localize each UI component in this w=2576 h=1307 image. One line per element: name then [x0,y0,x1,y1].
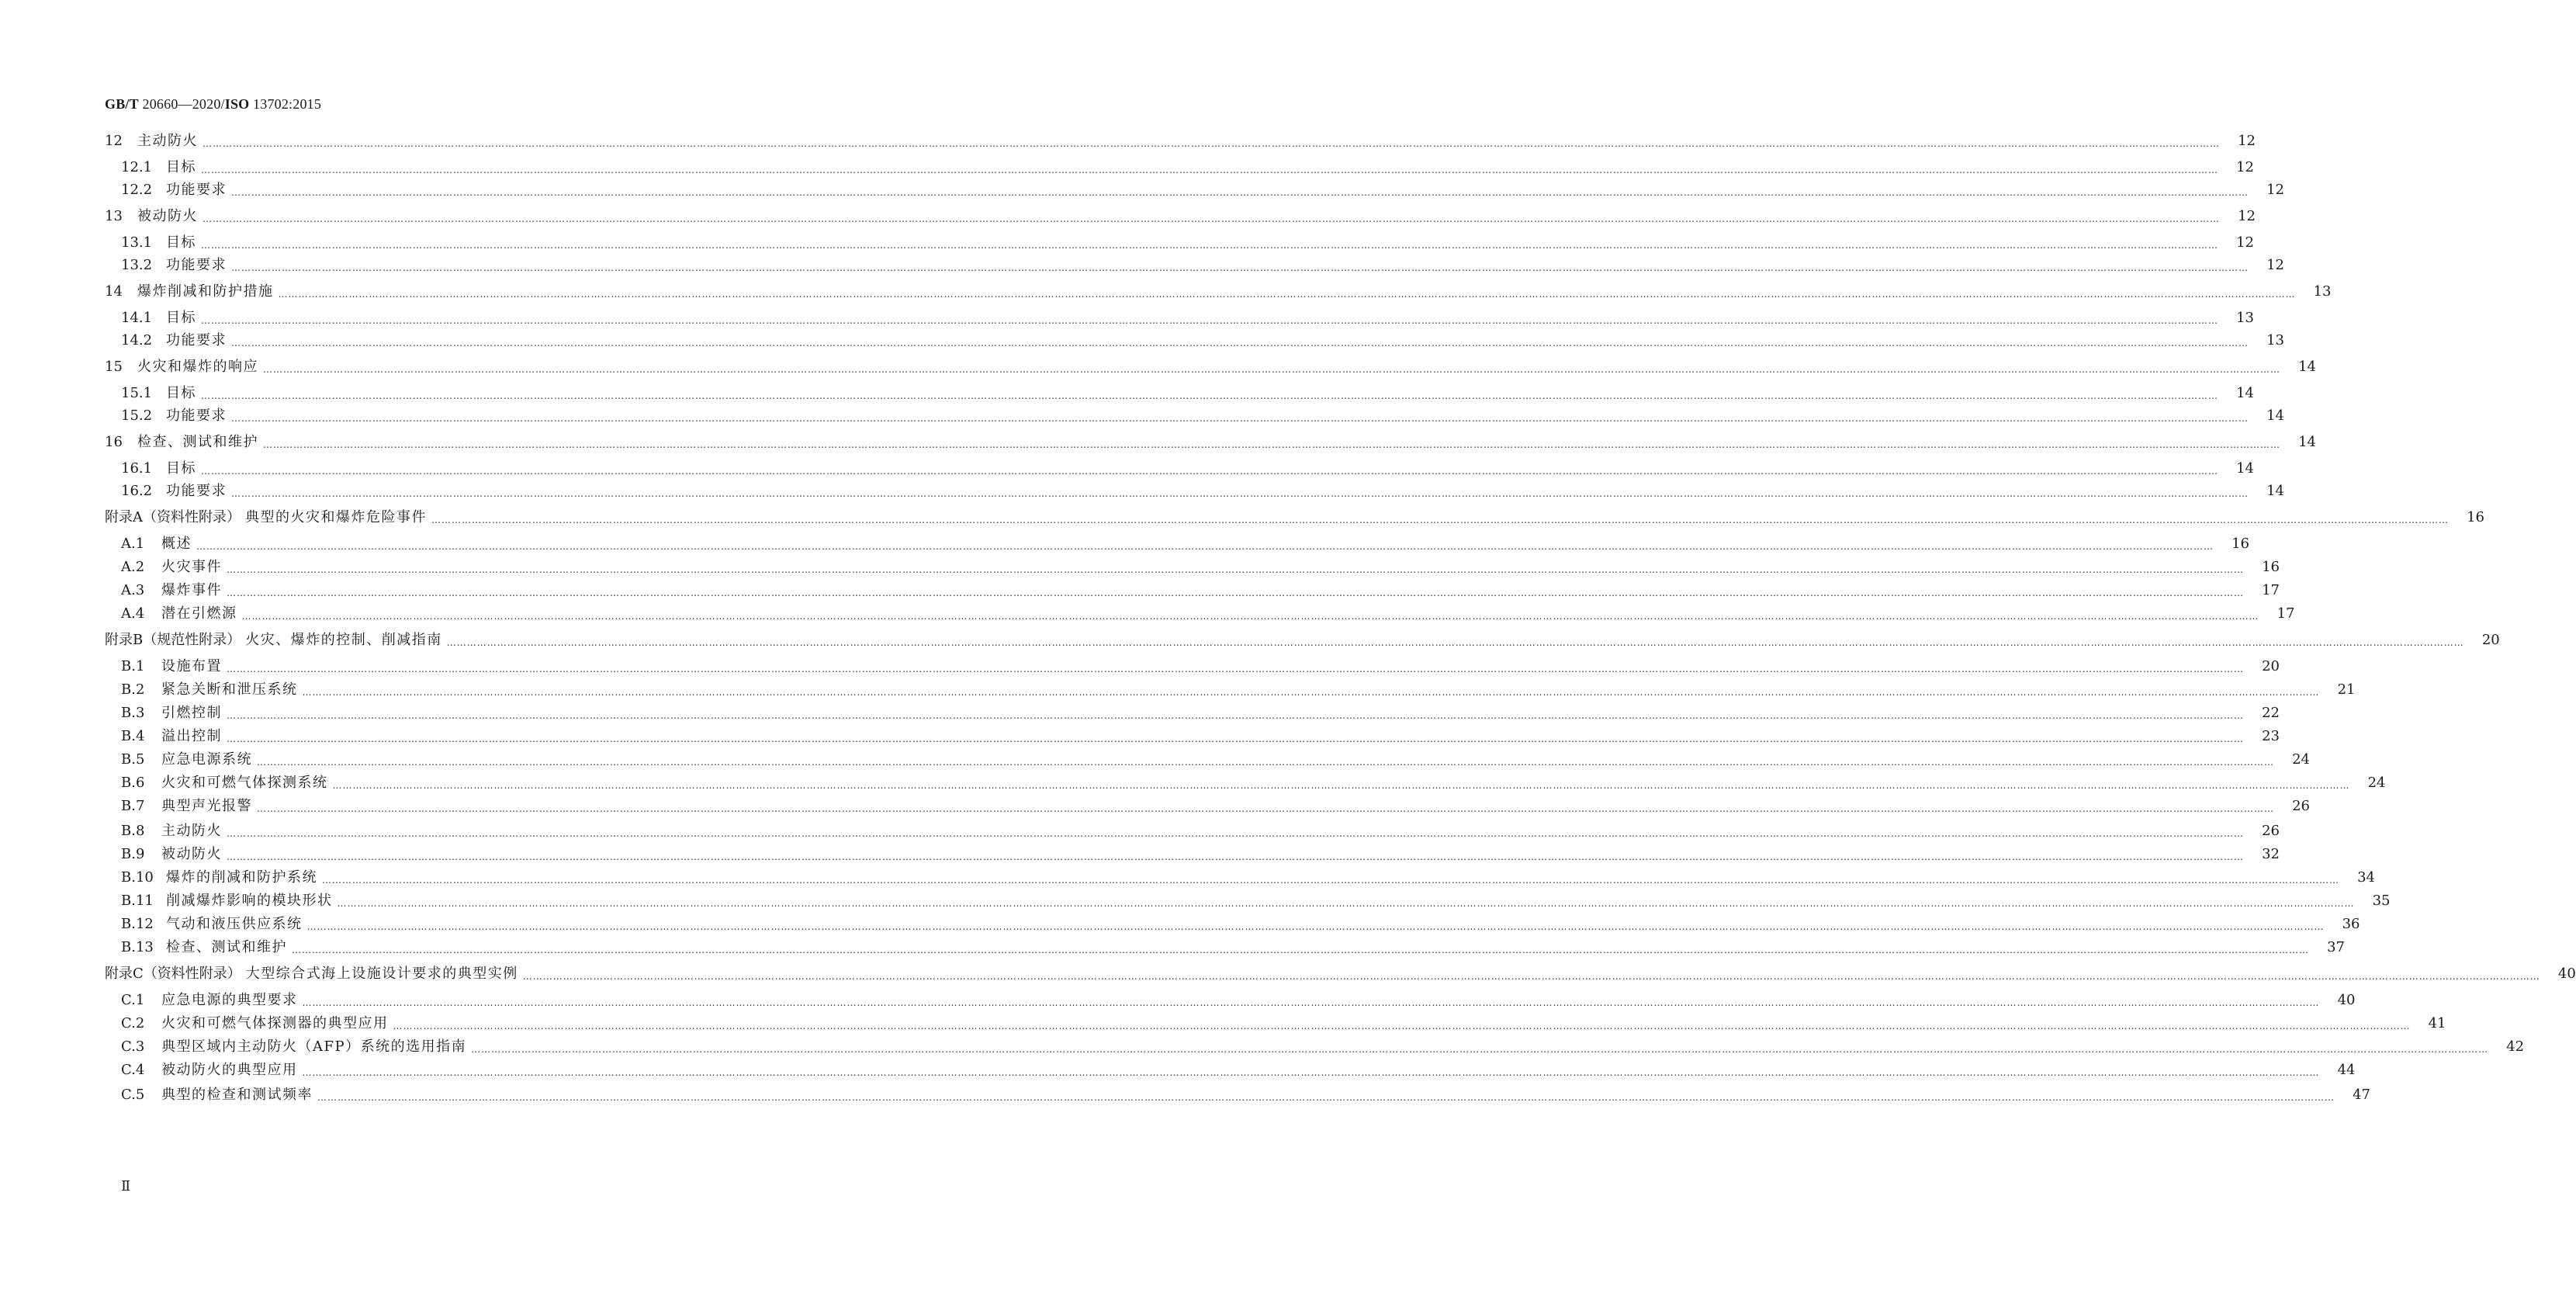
toc-entry[interactable] [0,1058,2356,1080]
toc-entry-number: 16.1 [121,460,153,477]
toc-entry-page: 40 [2557,966,2576,982]
toc-entry-page: 14 [2236,385,2254,401]
toc-entry-page: 20 [2481,632,2500,648]
toc-entry-title: 目标 [166,385,196,401]
toc-entry-number: B.7 [121,798,145,814]
toc-entry-number: B.12 [121,916,154,932]
toc-entry-page: 40 [2337,992,2356,1008]
toc-dot-leader: …………………………………………………………………………………………………………………………………………………………………………………………………………………………………………………………………………………………………………………………………………………………………………………………………………………………………………………………………………………………………………………………………………………… [231,187,2249,198]
toc-dot-leader: …………………………………………………………………………………………………………………………………………………………………………………………………………………………………………………………………………………………………………………………………………………………………………………………………………………………………………………………………………………………………………………………………………………… [393,1021,2411,1031]
toc-entry-page: 21 [2337,681,2356,698]
iso-prefix: ISO [224,96,250,112]
toc-dot-leader: …………………………………………………………………………………………………………………………………………………………………………………………………………………………………………………………………………………………………………………………………………………………………………………………………………………………………………………………………………………………………………………………………………………… [201,240,2218,251]
toc-entry-page: 22 [2262,705,2280,721]
toc-entry-page: 26 [2292,798,2310,814]
toc-entry-number: 15.2 [121,407,153,424]
toc-entry-page: 16 [2262,559,2280,575]
toc-entry[interactable] [0,155,2254,177]
toc-entry-page: 36 [2342,916,2360,932]
toc-dot-leader: …………………………………………………………………………………………………………………………………………………………………………………………………………………………………………………………………………………………………………………………………………………………………………………………………………………………………………………………………………………………………………………………………………………… [203,138,2220,149]
toc-entry-page: 32 [2262,846,2280,862]
toc-entry[interactable] [0,601,2295,623]
toc-entry-title: 火灾和爆炸的响应 [137,359,258,375]
toc-entry[interactable] [0,231,2254,252]
toc-entry[interactable] [0,456,2254,478]
toc-dot-leader: …………………………………………………………………………………………………………………………………………………………………………………………………………………………………………………………………………………………………………………………………………………………………………………………………………………………………………………………………………………………………………………………………………………… [332,780,2350,791]
toc-entry-number: A.4 [121,605,145,622]
toc-entry-page: 12 [2238,208,2256,224]
toc-entry[interactable] [0,1011,2446,1033]
toc-entry-title: 火灾、爆炸的控制、削减指南 [245,632,442,648]
toc-entry-title: 被动防火的典型应用 [161,1062,298,1078]
toc-entry-page: 13 [2313,283,2332,300]
toc-entry-title: 被动防火 [137,208,198,224]
toc-dot-leader: …………………………………………………………………………………………………………………………………………………………………………………………………………………………………………………………………………………………………………………………………………………………………………………………………………………………………………………………………………………………………………………………………………………… [203,213,2220,224]
toc-entry-number: 16.2 [121,483,153,499]
toc-entry-page: 14 [2236,460,2254,477]
toc-entry-title: 目标 [166,159,196,175]
toc-entry-number: A.1 [121,536,145,552]
toc-entry-number: 15 [105,359,123,375]
toc-entry-title: 检查、测试和维护 [166,939,287,955]
toc-dot-leader: …………………………………………………………………………………………………………………………………………………………………………………………………………………………………………………………………………………………………………………………………………………………………………………………………………………………………………………………………………………………………………………………………………………… [431,515,2449,525]
toc-entry-page: 23 [2262,728,2280,744]
toc-entry-title: 爆炸的削减和防护系统 [166,869,317,886]
toc-entry-page: 35 [2372,893,2391,909]
toc-entry[interactable] [0,678,2356,699]
toc-entry[interactable] [0,747,2310,769]
toc-dot-leader: …………………………………………………………………………………………………………………………………………………………………………………………………………………………………………………………………………………………………………………………………………………………………………………………………………………………………………………………………………………………………………………………………………………… [231,262,2249,273]
toc-entry[interactable] [0,355,2316,376]
toc-entry[interactable] [0,306,2254,328]
toc-entry-title: 功能要求 [166,483,227,499]
toc-entry[interactable] [0,865,2375,887]
toc-dot-leader: …………………………………………………………………………………………………………………………………………………………………………………………………………………………………………………………………………………………………………………………………………………………………………………………………………………………………………………………………………………………………………………………………………………… [227,828,2244,839]
toc-dot-leader: …………………………………………………………………………………………………………………………………………………………………………………………………………………………………………………………………………………………………………………………………………………………………………………………………………………………………………………………………………………………………………………………………………………… [201,315,2218,326]
iso-number: 13702:2015 [249,96,322,112]
toc-entry[interactable] [0,1035,2525,1056]
toc-entry[interactable] [0,430,2316,452]
toc-dot-leader: …………………………………………………………………………………………………………………………………………………………………………………………………………………………………………………………………………………………………………………………………………………………………………………………………………………………………………………………………………………………………………………………………………………… [227,710,2244,721]
toc-entry-title: 功能要求 [166,182,227,198]
toc-entry-title: 检查、测试和维护 [137,434,258,450]
toc-entry-page: 12 [2236,159,2254,175]
toc-entry-number: C.5 [121,1087,145,1103]
toc-entry-title: 功能要求 [166,332,227,348]
toc-entry-title: 功能要求 [166,257,227,273]
toc-dot-leader: …………………………………………………………………………………………………………………………………………………………………………………………………………………………………………………………………………………………………………………………………………………………………………………………………………………………………………………………………………………………………………………………………………………… [337,898,2355,909]
toc-entry-title: 应急电源的典型要求 [161,992,298,1008]
toc-dot-leader: …………………………………………………………………………………………………………………………………………………………………………………………………………………………………………………………………………………………………………………………………………………………………………………………………………………………………………………………………………………………………………………………………………………… [292,945,2309,955]
toc-entry-number: 附录C（资料性附录） [105,966,241,982]
toc-entry-title: 目标 [166,234,196,251]
toc-entry-number: 13 [105,208,123,224]
toc-entry-title: 被动防火 [161,846,222,862]
toc-entry[interactable] [0,935,2345,957]
toc-entry-title: 目标 [166,310,196,326]
toc-entry-number: C.3 [121,1038,145,1055]
toc-entry-page: 24 [2292,751,2310,768]
toc-entry[interactable] [0,701,2280,723]
toc-entry-number: B.4 [121,728,145,744]
toc-entry-page: 24 [2367,775,2386,791]
toc-dot-leader: …………………………………………………………………………………………………………………………………………………………………………………………………………………………………………………………………………………………………………………………………………………………………………………………………………………………………………………………………………………………………………………………………………………… [302,1067,2320,1078]
toc-dot-leader: …………………………………………………………………………………………………………………………………………………………………………………………………………………………………………………………………………………………………………………………………………………………………………………………………………………………………………………………………………………………………………………………………………………… [263,364,2280,375]
toc-entry-title: 火灾和可燃气体探测系统 [161,775,328,791]
toc-entry-title: 应急电源系统 [161,751,252,768]
toc-entry-number: B.5 [121,751,145,768]
toc-entry-title: 主动防火 [161,823,222,839]
toc-dot-leader: …………………………………………………………………………………………………………………………………………………………………………………………………………………………………………………………………………………………………………………………………………………………………………………………………………………………………………………………………………………………………………………………………………………… [201,466,2218,477]
toc-entry[interactable] [0,724,2280,746]
toc-entry-number: C.1 [121,992,145,1008]
toc-entry[interactable] [0,578,2280,600]
toc-entry-number: B.10 [121,869,154,886]
toc-entry-title: 典型声光报警 [161,798,252,814]
toc-entry-number: B.3 [121,705,145,721]
toc-entry-page: 17 [2277,605,2295,622]
toc-dot-leader: …………………………………………………………………………………………………………………………………………………………………………………………………………………………………………………………………………………………………………………………………………………………………………………………………………………………………………………………………………………………………………………………………………………… [201,165,2218,175]
toc-entry-page: 14 [2298,434,2316,450]
toc-entry-title: 引燃控制 [161,705,222,721]
toc-dot-leader: …………………………………………………………………………………………………………………………………………………………………………………………………………………………………………………………………………………………………………………………………………………………………………………………………………………………………………………………………………………………………………………………………………………… [317,1092,2335,1103]
toc-entry-number: B.2 [121,681,145,698]
toc-dot-leader: …………………………………………………………………………………………………………………………………………………………………………………………………………………………………………………………………………………………………………………………………………………………………………………………………………………………………………………………………………………………………………………………………………………… [302,997,2320,1008]
toc-dot-leader: …………………………………………………………………………………………………………………………………………………………………………………………………………………………………………………………………………………………………………………………………………………………………………………………………………………………………………………………………………………………………………………………………………………… [231,413,2249,424]
toc-entry[interactable] [0,253,2284,275]
toc-entry-number: A.3 [121,582,145,598]
toc-entry-title: 火灾事件 [161,559,222,575]
toc-entry-title: 削减爆炸影响的模块形状 [166,893,333,909]
page-number: Ⅱ [121,1178,131,1194]
toc-entry-title: 设施布置 [161,658,222,674]
toc-dot-leader: …………………………………………………………………………………………………………………………………………………………………………………………………………………………………………………………………………………………………………………………………………………………………………………………………………………………………………………………………………………………………………………………………………………… [263,439,2280,450]
toc-dot-leader: …………………………………………………………………………………………………………………………………………………………………………………………………………………………………………………………………………………………………………………………………………………………………………………………………………………………………………………………………………………………………………………………………………………… [231,488,2249,499]
toc-entry[interactable] [0,912,2360,934]
toc-entry-page: 12 [2266,257,2284,273]
toc-entry-title: 爆炸削减和防护措施 [137,283,274,300]
toc-dot-leader: …………………………………………………………………………………………………………………………………………………………………………………………………………………………………………………………………………………………………………………………………………………………………………………………………………………………………………………………………………………………………………………………………………………… [231,338,2249,348]
toc-dot-leader: …………………………………………………………………………………………………………………………………………………………………………………………………………………………………………………………………………………………………………………………………………………………………………………………………………………………………………………………………………………………………………………………………………………… [227,588,2244,598]
toc-dot-leader: …………………………………………………………………………………………………………………………………………………………………………………………………………………………………………………………………………………………………………………………………………………………………………………………………………………………………………………………………………………………………………………………………………………… [257,803,2274,814]
toc-entry-number: C.4 [121,1062,145,1078]
toc-entry-page: 26 [2262,823,2280,839]
toc-entry-number: 附录A（资料性附录） [105,509,241,525]
toc-entry[interactable] [0,204,2256,226]
standard-number: 20660—2020/ [138,96,225,112]
toc-entry[interactable] [0,771,2386,792]
toc-entry-title: 功能要求 [166,407,227,424]
toc-entry-number: 16 [105,434,123,450]
toc-entry-number: 13.2 [121,257,153,273]
toc-entry-title: 溢出控制 [161,728,222,744]
toc-entry-number: B.9 [121,846,145,862]
toc-entry-number: 12 [105,133,123,149]
toc-entry-number: B.11 [121,893,154,909]
toc-entry[interactable] [0,129,2256,151]
toc-entry-page: 41 [2428,1015,2446,1031]
toc-entry[interactable] [0,178,2284,199]
toc-entry[interactable] [0,532,2249,553]
toc-dot-leader: …………………………………………………………………………………………………………………………………………………………………………………………………………………………………………………………………………………………………………………………………………………………………………………………………………………………………………………………………………………………………………………………………………………… [302,687,2320,698]
toc-dot-leader: …………………………………………………………………………………………………………………………………………………………………………………………………………………………………………………………………………………………………………………………………………………………………………………………………………………………………………………………………………………………………………………………………………………… [227,733,2244,744]
toc-entry-number: 12.2 [121,182,153,198]
toc-entry-title: 主动防火 [137,133,198,149]
toc-entry[interactable] [0,628,2500,650]
toc-entry-number: 14.1 [121,310,153,326]
toc-dot-leader: …………………………………………………………………………………………………………………………………………………………………………………………………………………………………………………………………………………………………………………………………………………………………………………………………………………………………………………………………………………………………………………………………………………… [201,390,2218,401]
toc-dot-leader: …………………………………………………………………………………………………………………………………………………………………………………………………………………………………………………………………………………………………………………………………………………………………………………………………………………………………………………………………………………………………………………………………………………… [471,1044,2489,1055]
toc-entry-number: 12.1 [121,159,153,175]
toc-entry[interactable] [0,479,2284,501]
toc-entry-number: B.8 [121,823,145,839]
toc-entry[interactable] [0,381,2254,403]
toc-entry[interactable] [0,404,2284,425]
toc-entry-page: 12 [2266,182,2284,198]
toc-dot-leader: …………………………………………………………………………………………………………………………………………………………………………………………………………………………………………………………………………………………………………………………………………………………………………………………………………………………………………………………………………………………………………………………………………………… [227,851,2244,862]
toc-entry-title: 大型综合式海上设施设计要求的典型实例 [245,966,518,982]
toc-entry-number: 15.1 [121,385,153,401]
toc-entry-page: 17 [2262,582,2280,598]
toc-entry-page: 44 [2337,1062,2356,1078]
toc-entry-page: 13 [2266,332,2284,348]
toc-entry-page: 16 [2467,509,2484,525]
toc-entry[interactable] [0,819,2280,841]
toc-entry-page: 14 [2298,359,2316,375]
toc-entry-title: 典型区域内主动防火（AFP）系统的选用指南 [161,1038,467,1055]
toc-entry-page: 12 [2236,234,2254,251]
toc-entry[interactable] [0,794,2310,816]
toc-dot-leader: …………………………………………………………………………………………………………………………………………………………………………………………………………………………………………………………………………………………………………………………………………………………………………………………………………………………………………………………………………………………………………………………………………………… [446,637,2464,648]
toc-entry[interactable] [0,889,2391,910]
toc-entry-number: 14.2 [121,332,153,348]
toc-entry-number: A.2 [121,559,145,575]
toc-entry[interactable] [0,328,2284,350]
toc-entry[interactable] [0,654,2280,676]
toc-entry-page: 13 [2236,310,2254,326]
toc-entry-title: 典型的检查和测试频率 [161,1087,313,1103]
toc-entry[interactable] [0,962,2576,983]
toc-entry-title: 潜在引燃源 [161,605,237,622]
toc-dot-leader: …………………………………………………………………………………………………………………………………………………………………………………………………………………………………………………………………………………………………………………………………………………………………………………………………………………………………………………………………………………………………………………………………………………… [196,541,2214,552]
toc-entry-number: C.2 [121,1015,145,1031]
toc-entry[interactable] [0,842,2280,864]
toc-entry-title: 概述 [161,536,192,552]
toc-entry-title: 典型的火灾和爆炸危险事件 [245,509,427,525]
toc-entry[interactable] [0,505,2484,527]
toc-entry-page: 16 [2231,536,2249,552]
toc-entry-number: 14 [105,283,123,300]
toc-dot-leader: …………………………………………………………………………………………………………………………………………………………………………………………………………………………………………………………………………………………………………………………………………………………………………………………………………………………………………………………………………………………………………………………………………………… [522,971,2540,982]
toc-entry-page: 37 [2327,939,2345,955]
toc-entry-title: 火灾和可燃气体探测器的典型应用 [161,1015,389,1031]
toc-dot-leader: …………………………………………………………………………………………………………………………………………………………………………………………………………………………………………………………………………………………………………………………………………………………………………………………………………………………………………………………………………………………………………………………………………………… [257,757,2274,768]
toc-dot-leader: …………………………………………………………………………………………………………………………………………………………………………………………………………………………………………………………………………………………………………………………………………………………………………………………………………………………………………………………………………………………………………………………………………………… [306,921,2325,932]
toc-entry[interactable] [0,279,2332,301]
toc-entry-title: 紧急关断和泄压系统 [161,681,298,698]
toc-entry-page: 47 [2353,1087,2370,1103]
toc-entry-number: B.6 [121,775,145,791]
toc-dot-leader: …………………………………………………………………………………………………………………………………………………………………………………………………………………………………………………………………………………………………………………………………………………………………………………………………………………………………………………………………………………………………………………………………………………… [241,611,2259,622]
toc-entry[interactable] [0,1083,2370,1104]
toc-entry-number: B.1 [121,658,145,674]
toc-entry-number: B.13 [121,939,154,955]
toc-entry-title: 气动和液压供应系统 [166,916,303,932]
toc-dot-leader: …………………………………………………………………………………………………………………………………………………………………………………………………………………………………………………………………………………………………………………………………………………………………………………………………………………………………………………………………………………………………………………………………………………… [322,875,2339,886]
toc-entry-title: 爆炸事件 [161,582,222,598]
toc-dot-leader: …………………………………………………………………………………………………………………………………………………………………………………………………………………………………………………………………………………………………………………………………………………………………………………………………………………………………………………………………………………………………………………………………………………… [227,664,2244,674]
toc-entry-title: 目标 [166,460,196,477]
toc-entry-page: 14 [2266,483,2284,499]
toc-entry-page: 42 [2506,1038,2525,1055]
toc-entry-number: 13.1 [121,234,153,251]
toc-dot-leader: …………………………………………………………………………………………………………………………………………………………………………………………………………………………………………………………………………………………………………………………………………………………………………………………………………………………………………………………………………………………………………………………………………………… [278,289,2296,300]
toc-entry[interactable] [0,555,2280,577]
toc-entry-page: 12 [2238,133,2256,149]
toc-dot-leader: …………………………………………………………………………………………………………………………………………………………………………………………………………………………………………………………………………………………………………………………………………………………………………………………………………………………………………………………………………………………………………………………………………………… [227,564,2244,575]
toc-entry-number: 附录B（规范性附录） [105,632,241,648]
standard-prefix: GB/T [105,96,139,112]
toc-entry-page: 34 [2357,869,2375,886]
toc-entry-page: 20 [2262,658,2280,674]
toc-entry-page: 14 [2266,407,2284,424]
toc-entry[interactable] [0,988,2356,1010]
